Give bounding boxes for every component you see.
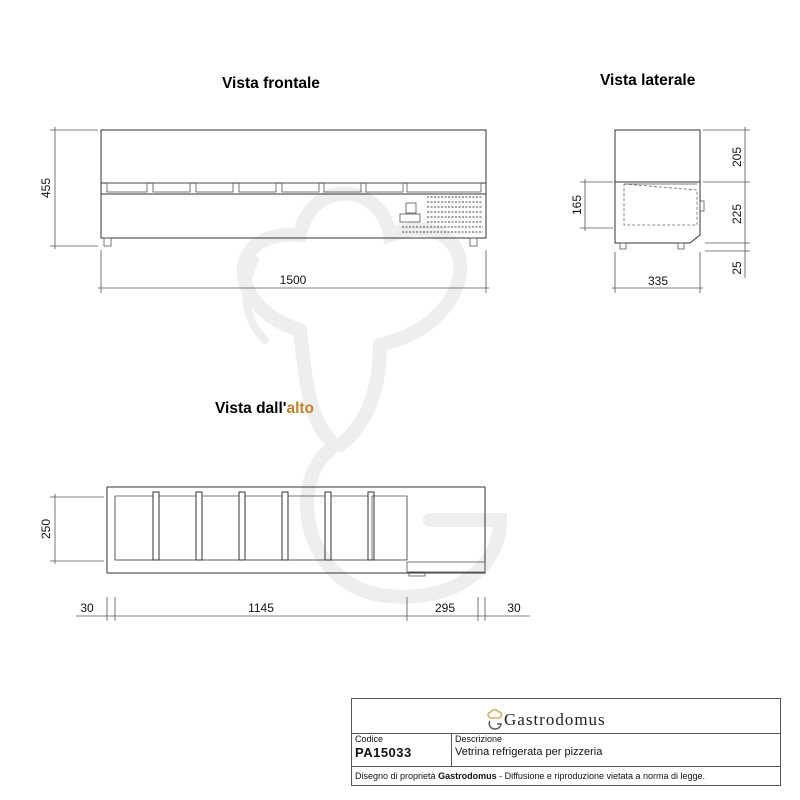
top-view-title: Vista dall'alto xyxy=(215,400,315,417)
top-pan-4 xyxy=(245,496,282,560)
chef-hat-logo-icon xyxy=(486,708,504,730)
top-left-offset-label: 30 xyxy=(80,601,94,615)
side-foot-left xyxy=(620,243,626,249)
top-depth-dimension xyxy=(39,494,104,564)
top-pan-1 xyxy=(115,496,153,560)
top-depth-label: 250 xyxy=(39,518,53,540)
front-display xyxy=(400,214,420,222)
side-glass-hood xyxy=(615,130,700,182)
front-height-dimension xyxy=(39,127,98,249)
top-width-dimensions xyxy=(76,597,530,621)
front-glass-hood xyxy=(101,130,486,183)
side-inner-tray xyxy=(624,184,697,225)
top-pan-3 xyxy=(202,496,239,560)
front-height-label: 455 xyxy=(39,177,53,199)
copyright-notice xyxy=(355,771,705,781)
front-control-panel xyxy=(406,203,416,213)
side-right-dimensions xyxy=(703,127,750,278)
side-depth-label: 335 xyxy=(647,274,669,288)
title-block xyxy=(351,698,781,786)
side-inner-height-label: 165 xyxy=(570,194,584,216)
side-view-title: Vista laterale xyxy=(600,72,696,89)
side-body xyxy=(615,182,700,243)
brand-name: Gastrodomus xyxy=(504,710,606,729)
side-bottom-height-label: 25 xyxy=(730,261,744,275)
side-middle-height-label: 225 xyxy=(730,203,744,225)
footer-prefix: Disegno di proprietà xyxy=(355,771,439,781)
code-cell xyxy=(352,733,452,766)
side-top-height-label: 205 xyxy=(730,146,744,168)
front-foot-right xyxy=(470,238,477,246)
front-width-dimension xyxy=(98,250,489,293)
side-view xyxy=(615,130,704,249)
top-pan-6 xyxy=(331,496,368,560)
description-cell xyxy=(452,733,780,766)
side-depth-dimension xyxy=(612,252,703,293)
side-handle xyxy=(700,201,704,211)
side-foot-right xyxy=(678,243,684,249)
title-block-logo-row xyxy=(352,699,780,734)
footer-suffix: - Diffusione e riproduzione vietata a norma di legge. xyxy=(496,771,706,781)
product-description: Vetrina refrigerata per pizzeria xyxy=(455,746,603,758)
footer-brand: Gastrodomus xyxy=(438,771,497,781)
title-block-info-row xyxy=(352,733,780,767)
front-vent-grille xyxy=(402,197,483,232)
description-label: Descrizione xyxy=(455,734,503,744)
top-section-width-label: 295 xyxy=(434,601,456,615)
top-view xyxy=(107,487,485,576)
front-view-title: Vista frontale xyxy=(222,75,320,92)
brand-logo xyxy=(486,706,606,730)
top-right-offset-label: 30 xyxy=(507,601,521,615)
product-code: PA15033 xyxy=(355,745,412,760)
top-pan-7 xyxy=(372,496,407,560)
front-width-label: 1500 xyxy=(279,273,307,287)
code-label: Codice xyxy=(355,734,384,744)
side-inner-height-dimension xyxy=(570,179,613,231)
top-pan-2 xyxy=(159,496,196,560)
top-main-width-label: 1145 xyxy=(248,601,274,615)
front-foot-left xyxy=(104,238,111,246)
